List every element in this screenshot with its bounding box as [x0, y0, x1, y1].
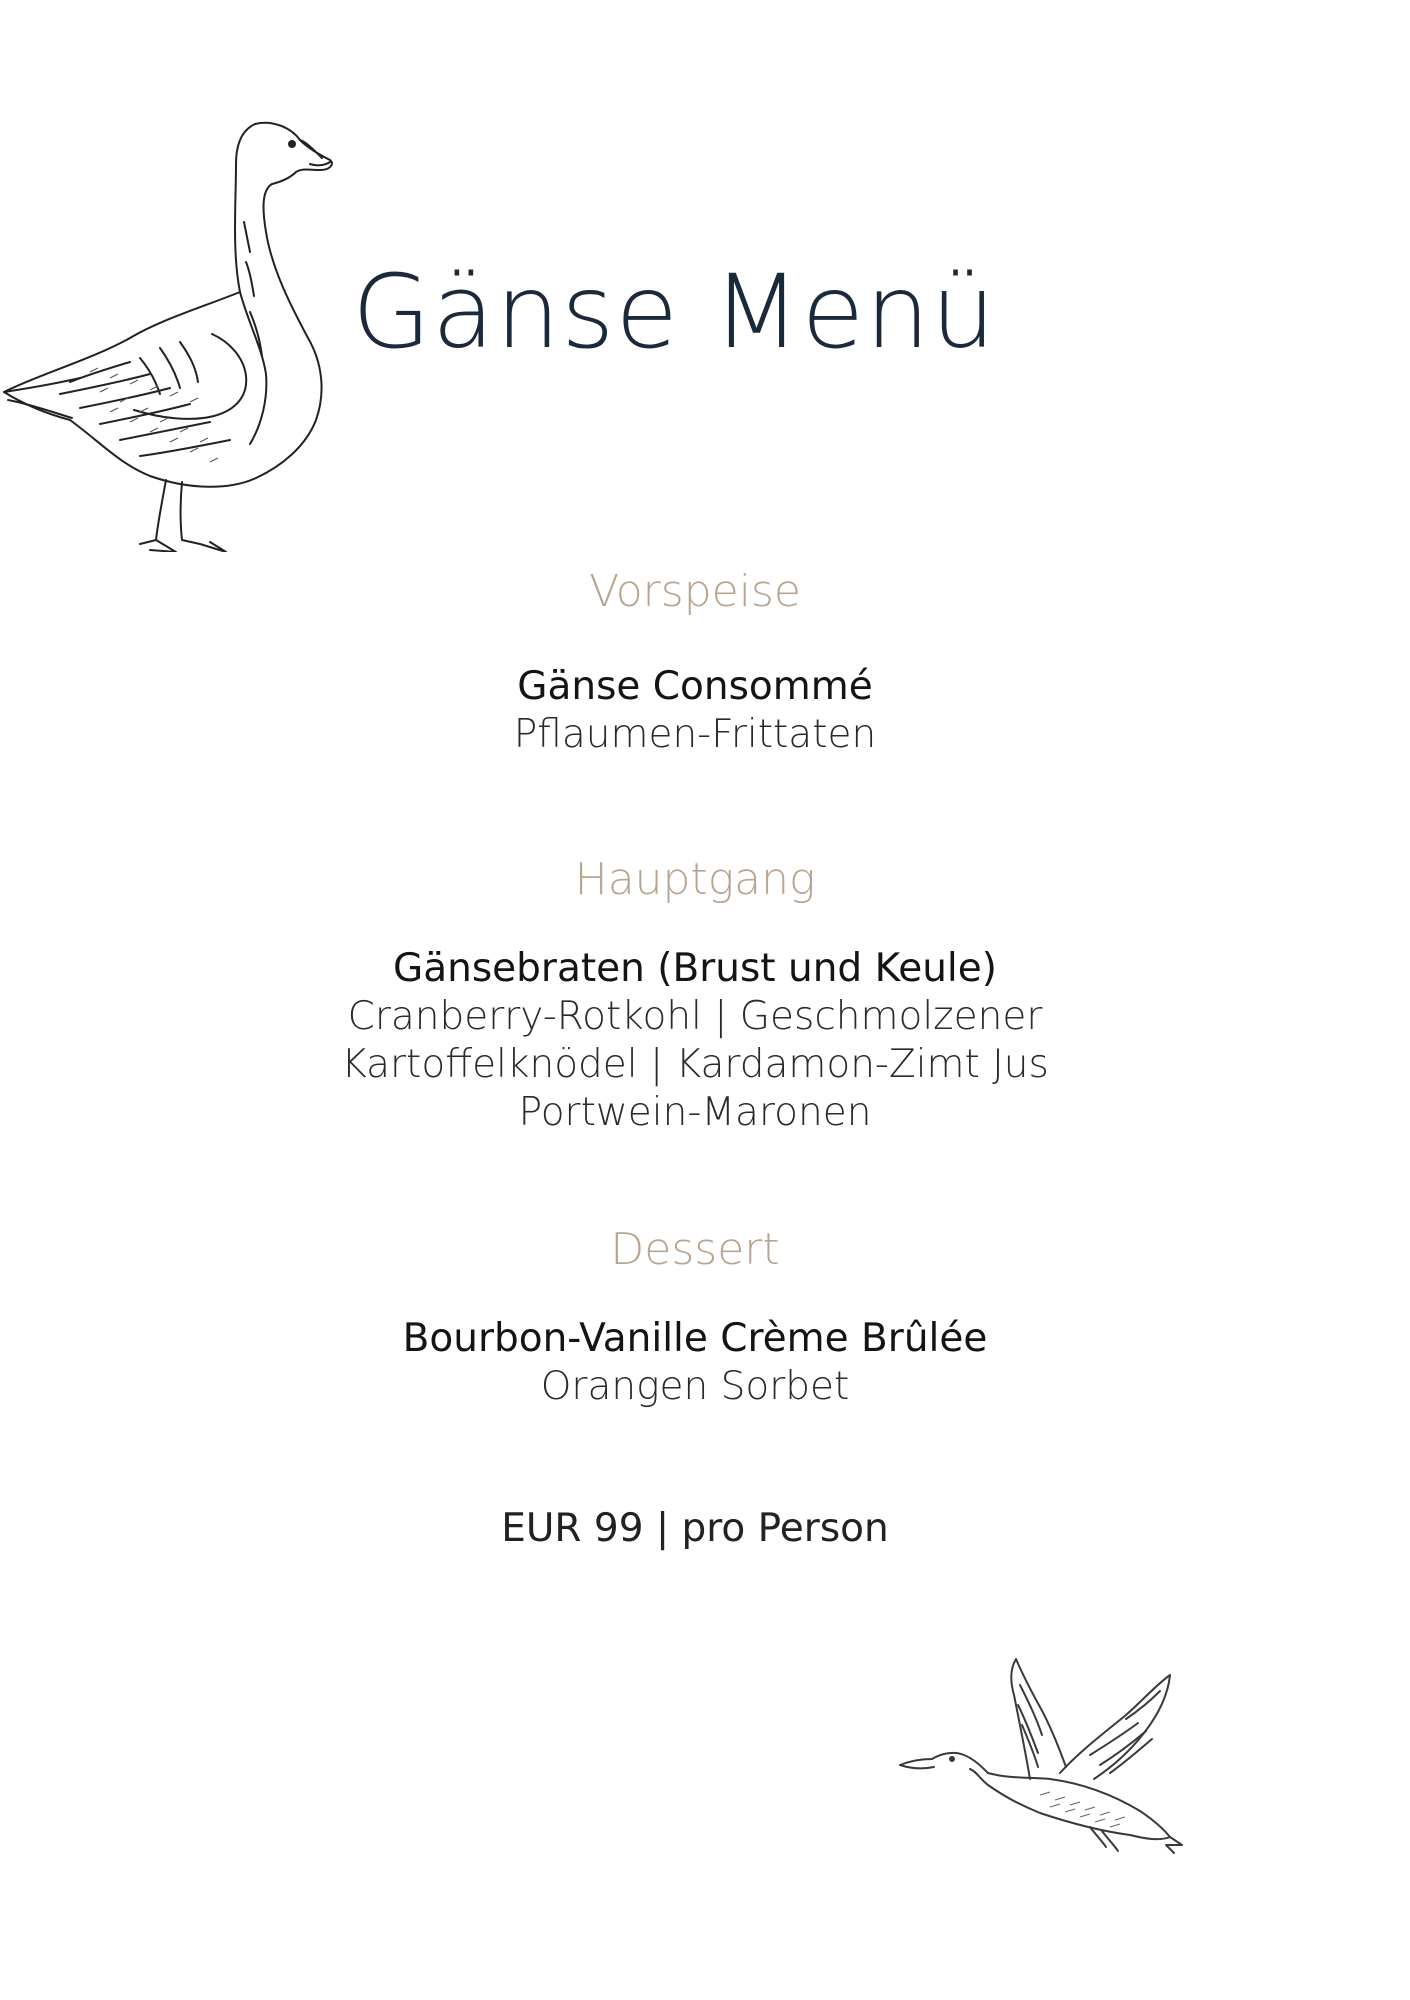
section-hauptgang: [290, 854, 1100, 905]
section-heading: Hauptgang: [574, 854, 816, 905]
dish-description: Orangen Sorbet: [540, 1364, 850, 1409]
goose-illustration-icon: [0, 112, 345, 552]
section-hauptgang-items: [290, 945, 1100, 1137]
dish-name: Gänsebraten (Brust und Keule): [393, 946, 997, 991]
dish-description: Pflaumen-Frittaten: [513, 712, 877, 757]
section-dessert: [290, 1224, 1100, 1275]
dish-name: Gänse Consommé: [517, 664, 873, 709]
price-line: [290, 1505, 1100, 1553]
dish-description: Kartoffelknödel | Kardamon-Zimt Jus: [341, 1042, 1049, 1087]
price-text: EUR 99 | pro Person: [501, 1506, 889, 1551]
menu-title: Gänse Menü: [352, 253, 997, 372]
dish-description: Portwein-Maronen: [518, 1090, 872, 1135]
section-vorspeise-items: [290, 663, 1100, 759]
section-heading: Dessert: [610, 1224, 780, 1275]
dish-description: Cranberry-Rotkohl | Geschmolzener: [347, 994, 1043, 1039]
section-vorspeise: [290, 566, 1100, 617]
dish-name: Bourbon-Vanille Crème Brûlée: [402, 1316, 988, 1361]
flying-duck-illustration-icon: [890, 1655, 1190, 1870]
section-dessert-items: [290, 1315, 1100, 1411]
section-heading: Vorspeise: [589, 566, 801, 617]
